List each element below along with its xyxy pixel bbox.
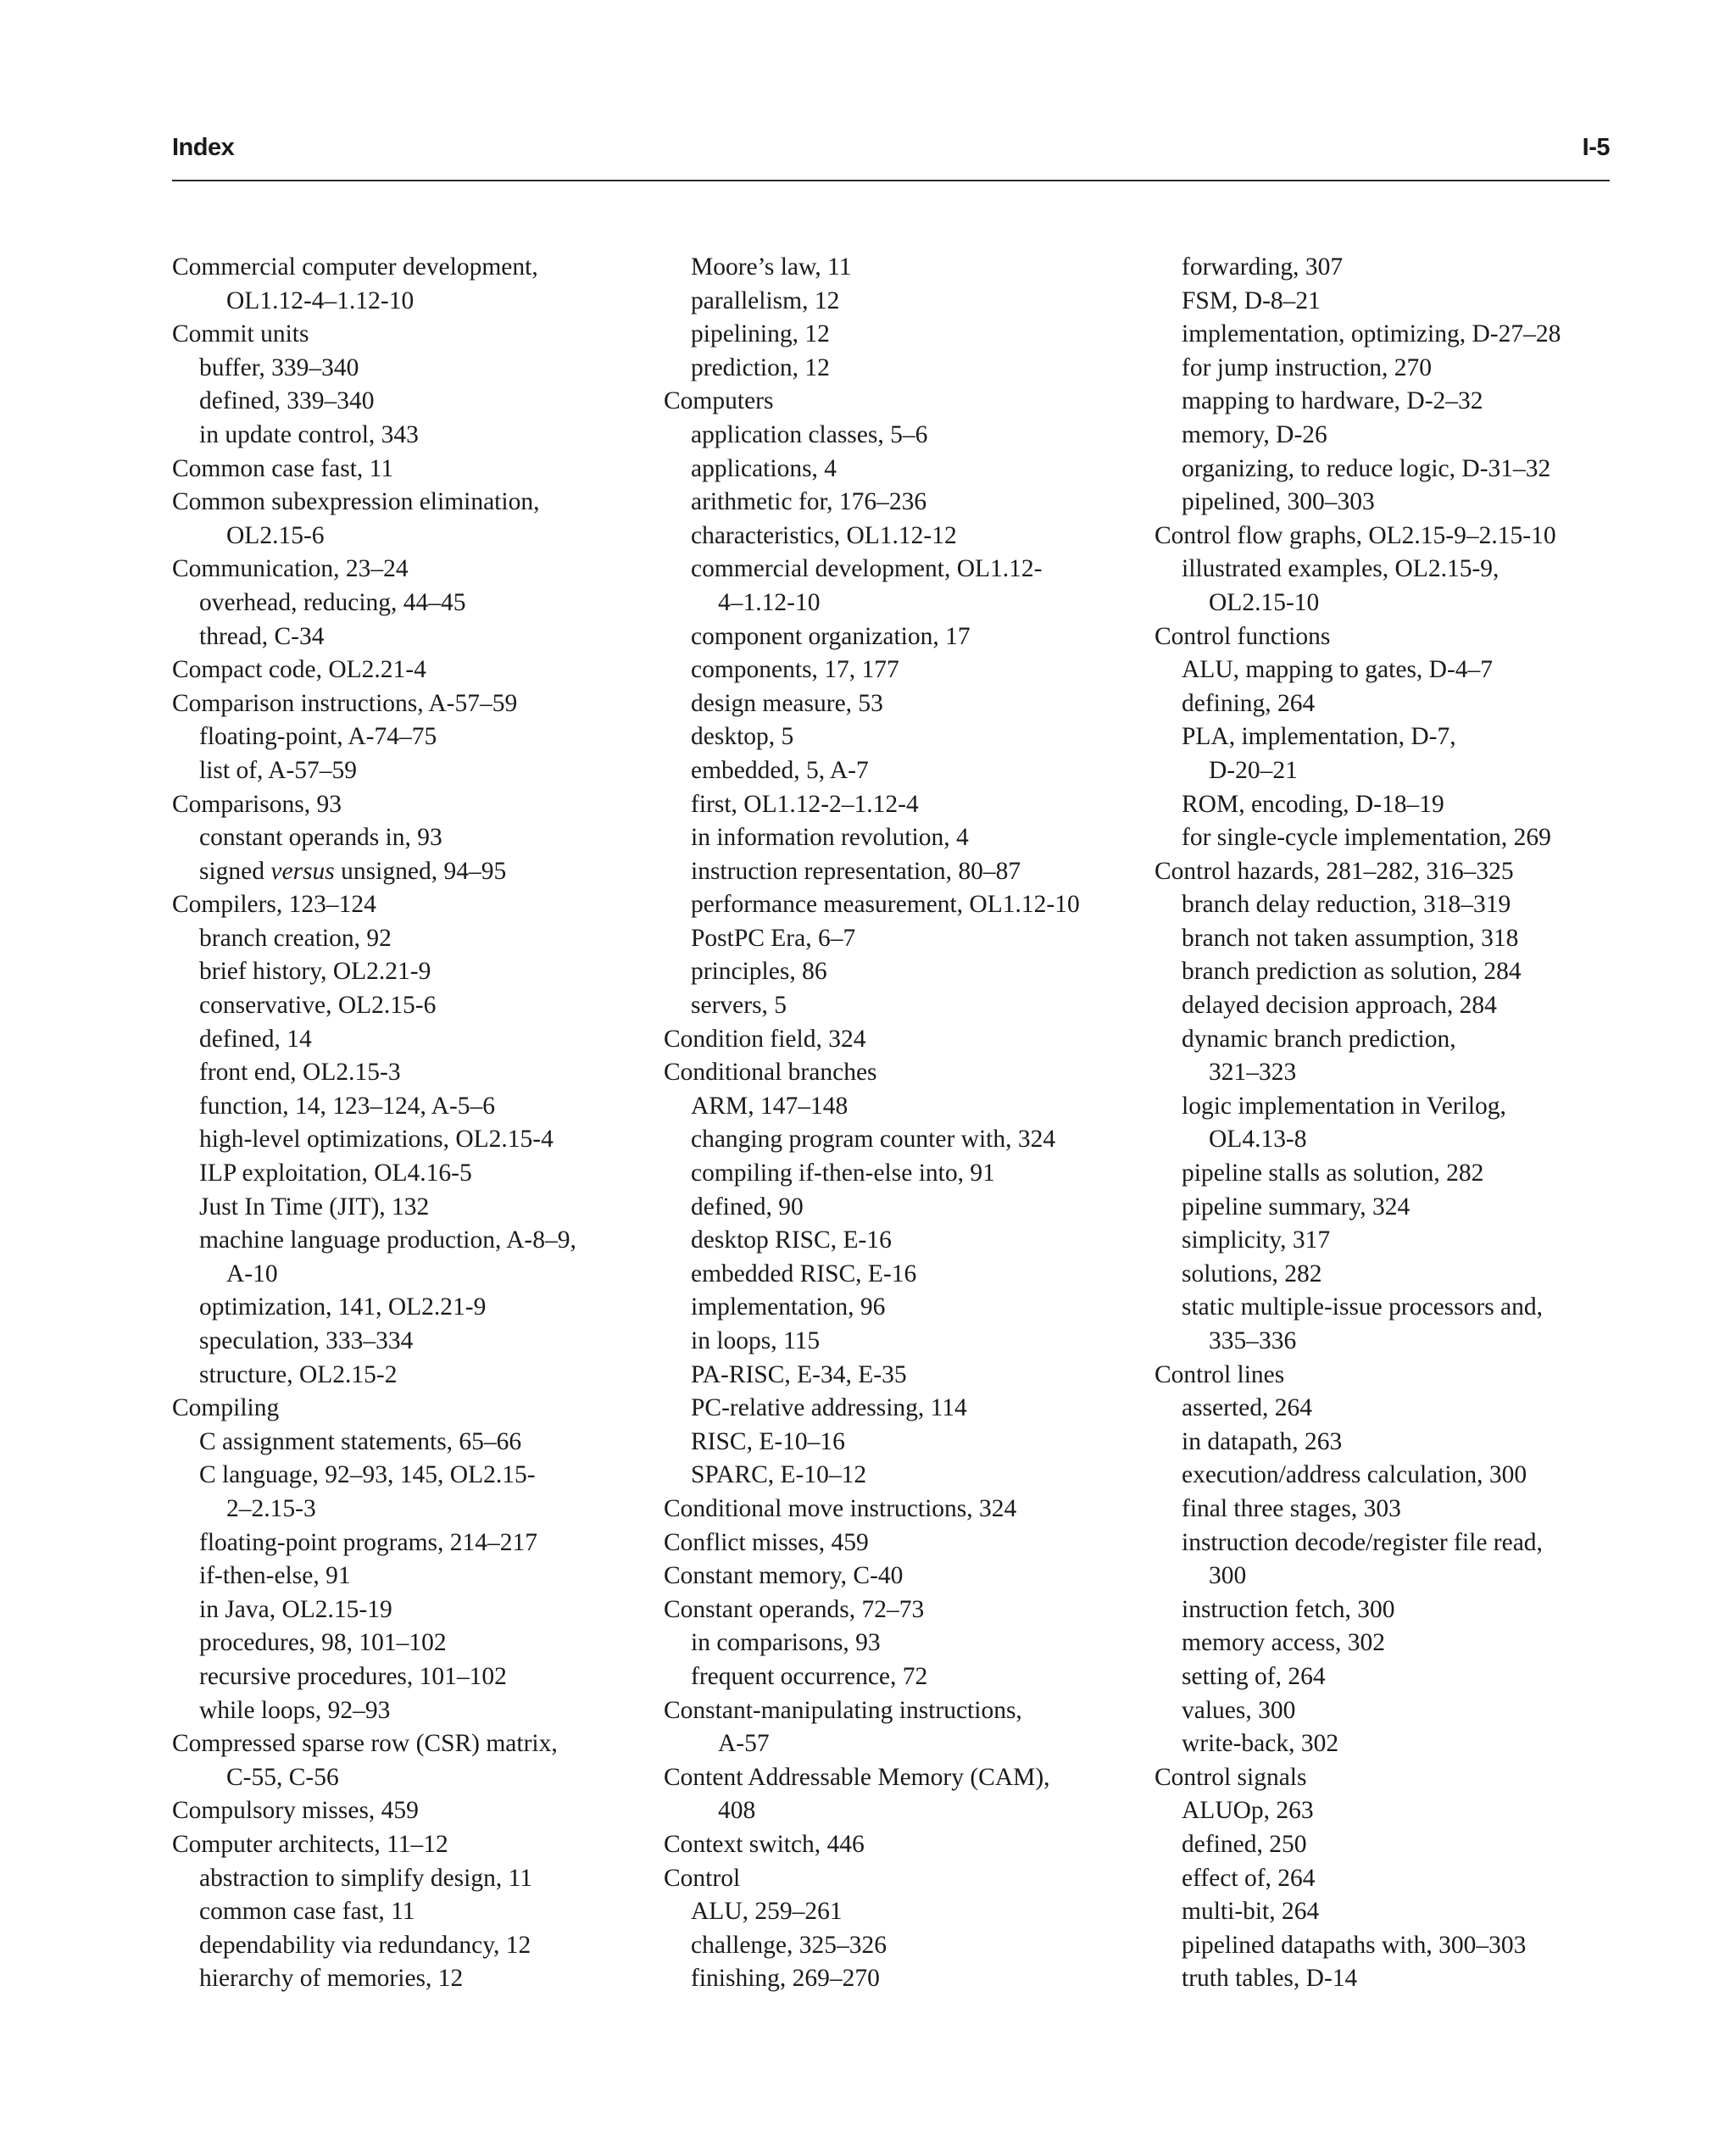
index-subentry: Just In Time (JIT), 132 bbox=[199, 1193, 430, 1221]
index-entry: Condition field, 324 bbox=[664, 1025, 866, 1053]
header-rule bbox=[172, 180, 1610, 181]
entry-emphasis: versus bbox=[270, 857, 335, 885]
index-subentry: defined, 14 bbox=[199, 1025, 312, 1053]
index-entry-continuation: A-57 bbox=[718, 1730, 770, 1758]
index-entry: Context switch, 446 bbox=[664, 1830, 865, 1858]
index-subentry: ILP exploitation, OL4.16-5 bbox=[199, 1159, 472, 1187]
index-entry: Compiling bbox=[172, 1394, 280, 1422]
index-subentry: in update control, 343 bbox=[199, 420, 419, 448]
index-subentry: branch creation, 92 bbox=[199, 924, 392, 952]
index-subentry: principles, 86 bbox=[691, 958, 827, 986]
index-subentry: implementation, 96 bbox=[691, 1293, 886, 1321]
index-subentry: instruction representation, 80–87 bbox=[691, 857, 1021, 885]
index-subentry: function, 14, 123–124, A-5–6 bbox=[199, 1092, 496, 1120]
index-entry: Constant operands, 72–73 bbox=[664, 1595, 925, 1623]
index-entry: Control flow graphs, OL2.15-9–2.15-10 bbox=[1155, 521, 1556, 549]
index-subentry: instruction fetch, 300 bbox=[1182, 1595, 1395, 1623]
index-subentry: dynamic branch prediction, bbox=[1182, 1025, 1456, 1053]
index-subentry: in comparisons, 93 bbox=[691, 1629, 881, 1657]
index-entry-continuation: OL1.12-4–1.12-10 bbox=[226, 286, 415, 314]
index-subentry: PostPC Era, 6–7 bbox=[691, 924, 856, 952]
index-subentry: in Java, OL2.15-19 bbox=[199, 1595, 392, 1623]
index-subentry: SPARC, E-10–12 bbox=[691, 1461, 867, 1489]
index-subentry: finishing, 269–270 bbox=[691, 1965, 880, 1993]
index-entry-continuation: 300 bbox=[1209, 1562, 1247, 1590]
index-subentry: instruction decode/register file read, bbox=[1182, 1528, 1543, 1556]
index-subentry: conservative, OL2.15-6 bbox=[199, 992, 437, 1020]
index-column-2 bbox=[664, 251, 1138, 1996]
index-subentry: multi-bit, 264 bbox=[1182, 1898, 1320, 1926]
index-subentry: desktop, 5 bbox=[691, 723, 794, 751]
index-subentry: in loops, 115 bbox=[691, 1327, 821, 1354]
index-subentry: pipeline stalls as solution, 282 bbox=[1182, 1159, 1484, 1187]
index-subentry: changing program counter with, 324 bbox=[691, 1126, 1056, 1154]
index-subentry: ARM, 147–148 bbox=[691, 1092, 849, 1120]
index-subentry: C language, 92–93, 145, OL2.15- bbox=[199, 1461, 536, 1489]
index-entry: Control lines bbox=[1155, 1360, 1285, 1388]
index-subentry: values, 300 bbox=[1182, 1696, 1296, 1724]
index-subentry: simplicity, 317 bbox=[1182, 1226, 1331, 1254]
index-subentry: truth tables, D-14 bbox=[1182, 1965, 1358, 1993]
index-subentry: common case fast, 11 bbox=[199, 1898, 415, 1926]
index-subentry: for single-cycle implementation, 269 bbox=[1182, 824, 1551, 852]
index-subentry: ALU, 259–261 bbox=[691, 1898, 843, 1926]
index-subentry: FSM, D-8–21 bbox=[1182, 286, 1321, 314]
index-entry: Conditional branches bbox=[664, 1059, 877, 1087]
index-subentry: in information revolution, 4 bbox=[691, 824, 969, 852]
index-entry-continuation: 335–336 bbox=[1209, 1327, 1297, 1354]
index-entry: Compulsory misses, 459 bbox=[172, 1797, 419, 1825]
index-subentry: speculation, 333–334 bbox=[199, 1327, 414, 1354]
index-subentry: setting of, 264 bbox=[1182, 1662, 1326, 1690]
index-subentry: high-level optimizations, OL2.15-4 bbox=[199, 1126, 554, 1154]
index-entry: Control signals bbox=[1155, 1763, 1307, 1791]
page-number: I-5 bbox=[1582, 134, 1610, 161]
index-subentry: branch delay reduction, 318–319 bbox=[1182, 891, 1511, 919]
index-entry: Communication, 23–24 bbox=[172, 555, 409, 583]
index-subentry: hierarchy of memories, 12 bbox=[199, 1965, 464, 1993]
index-subentry: Moore’s law, 11 bbox=[691, 253, 852, 281]
index-subentry: arithmetic for, 176–236 bbox=[691, 488, 927, 516]
index-subentry: defined, 90 bbox=[691, 1193, 804, 1221]
index-subentry: first, OL1.12-2–1.12-4 bbox=[691, 790, 919, 818]
index-subentry: asserted, 264 bbox=[1182, 1394, 1313, 1422]
index-entry: Control hazards, 281–282, 316–325 bbox=[1155, 857, 1514, 885]
index-subentry: optimization, 141, OL2.21-9 bbox=[199, 1293, 487, 1321]
index-subentry: recursive procedures, 101–102 bbox=[199, 1662, 507, 1690]
index-subentry: floating-point programs, 214–217 bbox=[199, 1528, 538, 1556]
index-subentry: forwarding, 307 bbox=[1182, 253, 1344, 281]
index-subentry: parallelism, 12 bbox=[691, 286, 840, 314]
index-subentry: embedded RISC, E-16 bbox=[691, 1260, 917, 1287]
index-entry: Commit units bbox=[172, 320, 309, 348]
index-subentry: defined, 339–340 bbox=[199, 387, 375, 415]
index-subentry: PLA, implementation, D-7, bbox=[1182, 723, 1456, 751]
index-subentry: abstraction to simplify design, 11 bbox=[199, 1864, 533, 1892]
index-subentry: application classes, 5–6 bbox=[691, 420, 928, 448]
index-subentry: embedded, 5, A-7 bbox=[691, 756, 869, 784]
index-entry-continuation: OL2.15-6 bbox=[226, 521, 325, 549]
index-subentry: C assignment statements, 65–66 bbox=[199, 1427, 522, 1455]
index-entry-continuation: OL4.13-8 bbox=[1209, 1126, 1307, 1154]
index-entry: Common case fast, 11 bbox=[172, 454, 394, 482]
index-subentry: desktop RISC, E-16 bbox=[691, 1226, 892, 1254]
index-subentry: defining, 264 bbox=[1182, 689, 1316, 717]
index-subentry: performance measurement, OL1.12-10 bbox=[691, 891, 1080, 919]
index-entry: Computers bbox=[664, 387, 774, 415]
index-subentry: pipeline summary, 324 bbox=[1182, 1193, 1410, 1221]
index-subentry: solutions, 282 bbox=[1182, 1260, 1322, 1287]
index-subentry: prediction, 12 bbox=[691, 353, 830, 381]
index-subentry: design measure, 53 bbox=[691, 689, 883, 717]
index-subentry: organizing, to reduce logic, D-31–32 bbox=[1182, 454, 1551, 482]
index-entry-continuation: 408 bbox=[718, 1797, 756, 1825]
running-head bbox=[172, 134, 1610, 171]
index-entry-continuation: C-55, C-56 bbox=[226, 1763, 339, 1791]
index-subentry: machine language production, A-8–9, bbox=[199, 1226, 576, 1254]
index-subentry: applications, 4 bbox=[691, 454, 837, 482]
index-entry: Control functions bbox=[1155, 622, 1331, 650]
index-subentry: mapping to hardware, D-2–32 bbox=[1182, 387, 1483, 415]
index-entry: Comparisons, 93 bbox=[172, 790, 342, 818]
index-entry-continuation: A-10 bbox=[226, 1260, 278, 1287]
index-entry: Computer architects, 11–12 bbox=[172, 1830, 448, 1858]
index-subentry: component organization, 17 bbox=[691, 622, 971, 650]
index-subentry: while loops, 92–93 bbox=[199, 1696, 391, 1724]
index-entry: Conditional move instructions, 324 bbox=[664, 1494, 1017, 1522]
index-entry: Conflict misses, 459 bbox=[664, 1528, 869, 1556]
index-column-1 bbox=[172, 251, 647, 1996]
index-subentry: brief history, OL2.21-9 bbox=[199, 958, 431, 986]
index-subentry: pipelined, 300–303 bbox=[1182, 488, 1375, 516]
index-entry: Content Addressable Memory (CAM), bbox=[664, 1763, 1050, 1791]
entry-text: signed bbox=[199, 857, 271, 885]
index-subentry: challenge, 325–326 bbox=[691, 1931, 887, 1959]
index-subentry: memory, D-26 bbox=[1182, 420, 1327, 448]
index-subentry: PC-relative addressing, 114 bbox=[691, 1394, 967, 1422]
index-subentry: dependability via redundancy, 12 bbox=[199, 1931, 531, 1959]
index-subentry: constant operands in, 93 bbox=[199, 824, 442, 852]
index-subentry: structure, OL2.15-2 bbox=[199, 1360, 398, 1388]
index-subentry: thread, C-34 bbox=[199, 622, 325, 650]
index-subentry: delayed decision approach, 284 bbox=[1182, 992, 1497, 1020]
index-subentry: RISC, E-10–16 bbox=[691, 1427, 845, 1455]
index-entry-continuation: D-20–21 bbox=[1209, 756, 1298, 784]
index-subentry: servers, 5 bbox=[691, 992, 787, 1020]
index-subentry: ROM, encoding, D-18–19 bbox=[1182, 790, 1444, 818]
index-subentry: overhead, reducing, 44–45 bbox=[199, 588, 466, 616]
index-subentry: frequent occurrence, 72 bbox=[691, 1662, 928, 1690]
index-entry-continuation: 321–323 bbox=[1209, 1059, 1297, 1087]
index-subentry: execution/address calculation, 300 bbox=[1182, 1461, 1527, 1489]
index-subentry: PA-RISC, E-34, E-35 bbox=[691, 1360, 907, 1388]
index-entry: Constant memory, C-40 bbox=[664, 1562, 904, 1590]
index-subentry: buffer, 339–340 bbox=[199, 353, 359, 381]
index-subentry: in datapath, 263 bbox=[1182, 1427, 1343, 1455]
index-subentry: compiling if-then-else into, 91 bbox=[691, 1159, 995, 1187]
index-entry: Commercial computer development, bbox=[172, 253, 538, 281]
index-subentry: list of, A-57–59 bbox=[199, 756, 358, 784]
index-subentry: final three stages, 303 bbox=[1182, 1494, 1401, 1522]
index-entry: Constant-manipulating instructions, bbox=[664, 1696, 1022, 1724]
index-column-3 bbox=[1155, 251, 1629, 1996]
index-subentry: defined, 250 bbox=[1182, 1830, 1307, 1858]
index-entry: Compilers, 123–124 bbox=[172, 891, 376, 919]
index-subentry: ALUOp, 263 bbox=[1182, 1797, 1314, 1825]
index-subentry: illustrated examples, OL2.15-9, bbox=[1182, 555, 1500, 583]
index-subentry: logic implementation in Verilog, bbox=[1182, 1092, 1506, 1120]
index-subentry: floating-point, A-74–75 bbox=[199, 723, 437, 751]
index-subentry: components, 17, 177 bbox=[691, 656, 899, 684]
index-entry: Compact code, OL2.21-4 bbox=[172, 656, 426, 684]
index-subentry: procedures, 98, 101–102 bbox=[199, 1629, 447, 1657]
index-subentry: characteristics, OL1.12-12 bbox=[691, 521, 957, 549]
index-subentry: branch prediction as solution, 284 bbox=[1182, 958, 1522, 986]
index-entry: Common subexpression elimination, bbox=[172, 488, 540, 516]
index-subentry: for jump instruction, 270 bbox=[1182, 353, 1432, 381]
index-entry-continuation: 4–1.12-10 bbox=[718, 588, 821, 616]
index-subentry: branch not taken assumption, 318 bbox=[1182, 924, 1519, 952]
index-entry-continuation: 2–2.15-3 bbox=[226, 1494, 316, 1522]
index-subentry: ALU, mapping to gates, D-4–7 bbox=[1182, 656, 1494, 684]
index-subentry: write-back, 302 bbox=[1182, 1730, 1339, 1758]
index-entry: Control bbox=[664, 1864, 741, 1892]
index-subentry: static multiple-issue processors and, bbox=[1182, 1293, 1544, 1321]
index-entry: Comparison instructions, A-57–59 bbox=[172, 689, 518, 717]
index-subentry: effect of, 264 bbox=[1182, 1864, 1316, 1892]
index-subentry: commercial development, OL1.12- bbox=[691, 555, 1043, 583]
index-subentry: pipelined datapaths with, 300–303 bbox=[1182, 1931, 1527, 1959]
entry-text: unsigned, 94–95 bbox=[334, 857, 507, 885]
index-subentry: memory access, 302 bbox=[1182, 1629, 1386, 1657]
section-title: Index bbox=[172, 134, 235, 161]
index-subentry bbox=[172, 855, 647, 889]
index-subentry: implementation, optimizing, D-27–28 bbox=[1182, 320, 1561, 348]
index-subentry: pipelining, 12 bbox=[691, 320, 830, 348]
index-entry: Compressed sparse row (CSR) matrix, bbox=[172, 1730, 558, 1758]
index-entry-continuation: OL2.15-10 bbox=[1209, 588, 1320, 616]
index-subentry: front end, OL2.15-3 bbox=[199, 1059, 401, 1087]
index-subentry: if-then-else, 91 bbox=[199, 1562, 351, 1590]
